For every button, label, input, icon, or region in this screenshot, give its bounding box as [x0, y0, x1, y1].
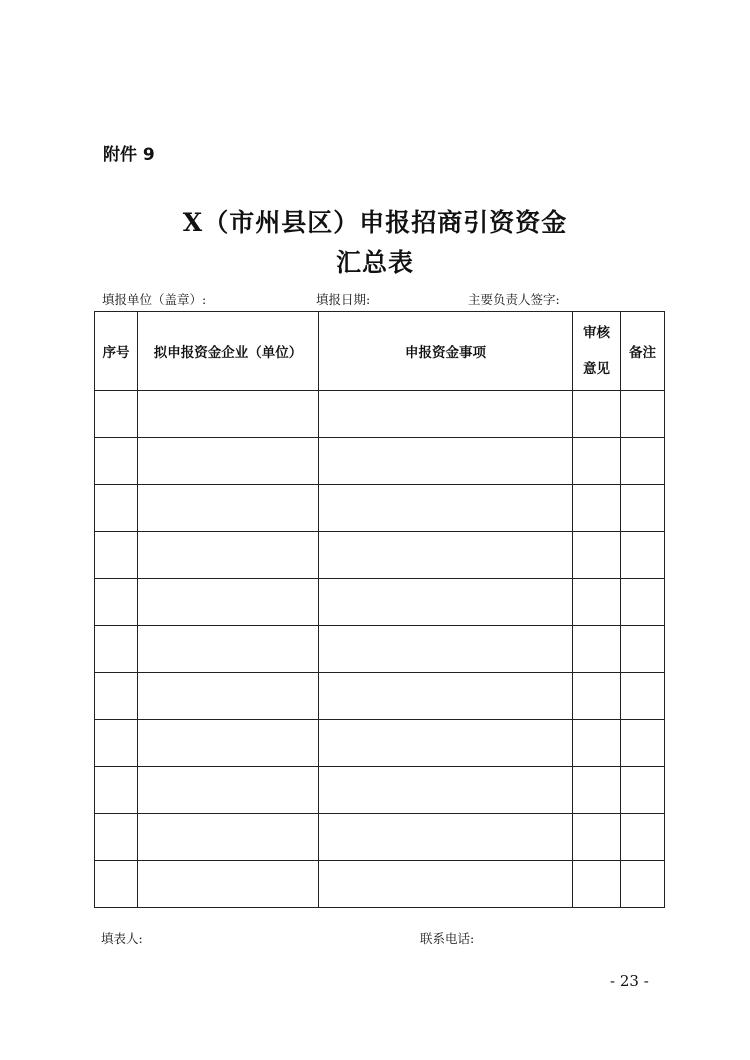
cell-index[interactable] — [95, 720, 138, 767]
cell-enterprise[interactable] — [138, 438, 319, 485]
cell-index[interactable] — [95, 814, 138, 861]
cell-index[interactable] — [95, 673, 138, 720]
cell-remarks[interactable] — [621, 391, 665, 438]
cell-matter[interactable] — [319, 814, 573, 861]
cell-review[interactable] — [573, 861, 621, 908]
header-review-line2: 意见 — [583, 361, 610, 377]
header-matter: 申报资金事项 — [319, 312, 573, 391]
cell-review[interactable] — [573, 532, 621, 579]
table-row — [95, 485, 665, 532]
cell-review[interactable] — [573, 485, 621, 532]
cell-review[interactable] — [573, 438, 621, 485]
cell-enterprise[interactable] — [138, 532, 319, 579]
cell-remarks[interactable] — [621, 814, 665, 861]
cell-matter[interactable] — [319, 626, 573, 673]
table-row — [95, 767, 665, 814]
cell-index[interactable] — [95, 579, 138, 626]
cell-remarks[interactable] — [621, 767, 665, 814]
page-number: - 23 - — [610, 972, 649, 990]
cell-matter[interactable] — [319, 391, 573, 438]
table-row — [95, 814, 665, 861]
cell-index[interactable] — [95, 532, 138, 579]
table-row — [95, 720, 665, 767]
cell-matter[interactable] — [319, 485, 573, 532]
cell-remarks[interactable] — [621, 532, 665, 579]
table-row — [95, 861, 665, 908]
cell-enterprise[interactable] — [138, 673, 319, 720]
header-index: 序号 — [95, 312, 138, 391]
table-row — [95, 391, 665, 438]
table-header-row — [95, 312, 665, 391]
cell-review[interactable] — [573, 579, 621, 626]
cell-enterprise[interactable] — [138, 579, 319, 626]
cell-index[interactable] — [95, 391, 138, 438]
table-row — [95, 673, 665, 720]
filling-date-label: 填报日期: — [316, 292, 371, 307]
cell-enterprise[interactable] — [138, 861, 319, 908]
cell-enterprise[interactable] — [138, 391, 319, 438]
cell-review[interactable] — [573, 814, 621, 861]
cell-matter[interactable] — [319, 720, 573, 767]
cell-remarks[interactable] — [621, 673, 665, 720]
summary-table — [94, 311, 665, 908]
cell-matter[interactable] — [319, 438, 573, 485]
filler-label: 填表人: — [101, 931, 143, 946]
cell-matter[interactable] — [319, 673, 573, 720]
cell-review[interactable] — [573, 391, 621, 438]
cell-enterprise[interactable] — [138, 626, 319, 673]
cell-remarks[interactable] — [621, 720, 665, 767]
table-row — [95, 438, 665, 485]
document-subtitle: 汇总表 — [335, 248, 414, 277]
header-remarks: 备注 — [621, 312, 665, 391]
cell-matter[interactable] — [319, 532, 573, 579]
cell-matter[interactable] — [319, 579, 573, 626]
header-review — [573, 312, 621, 391]
header-enterprise: 拟申报资金企业（单位） — [138, 312, 319, 391]
table-row — [95, 532, 665, 579]
cell-review[interactable] — [573, 673, 621, 720]
cell-matter[interactable] — [319, 767, 573, 814]
cell-enterprise[interactable] — [138, 720, 319, 767]
cell-index[interactable] — [95, 438, 138, 485]
cell-index[interactable] — [95, 626, 138, 673]
cell-matter[interactable] — [319, 861, 573, 908]
cell-enterprise[interactable] — [138, 767, 319, 814]
cell-enterprise[interactable] — [138, 485, 319, 532]
cell-enterprise[interactable] — [138, 814, 319, 861]
header-review-line1: 审核 — [583, 325, 610, 341]
cell-remarks[interactable] — [621, 626, 665, 673]
table-row — [95, 579, 665, 626]
table-row — [95, 626, 665, 673]
cell-remarks[interactable] — [621, 861, 665, 908]
cell-review[interactable] — [573, 720, 621, 767]
document-title: X（市州县区）申报招商引资资金 — [182, 208, 568, 237]
cell-review[interactable] — [573, 626, 621, 673]
cell-remarks[interactable] — [621, 485, 665, 532]
cell-remarks[interactable] — [621, 579, 665, 626]
filling-unit-label: 填报单位（盖章）: — [102, 292, 207, 307]
head-signature-label: 主要负责人签字: — [468, 292, 560, 307]
cell-remarks[interactable] — [621, 438, 665, 485]
cell-review[interactable] — [573, 767, 621, 814]
table-body — [95, 391, 665, 908]
attachment-label: 附件 9 — [103, 145, 155, 165]
cell-index[interactable] — [95, 767, 138, 814]
cell-index[interactable] — [95, 861, 138, 908]
phone-label: 联系电话: — [420, 931, 475, 946]
cell-index[interactable] — [95, 485, 138, 532]
